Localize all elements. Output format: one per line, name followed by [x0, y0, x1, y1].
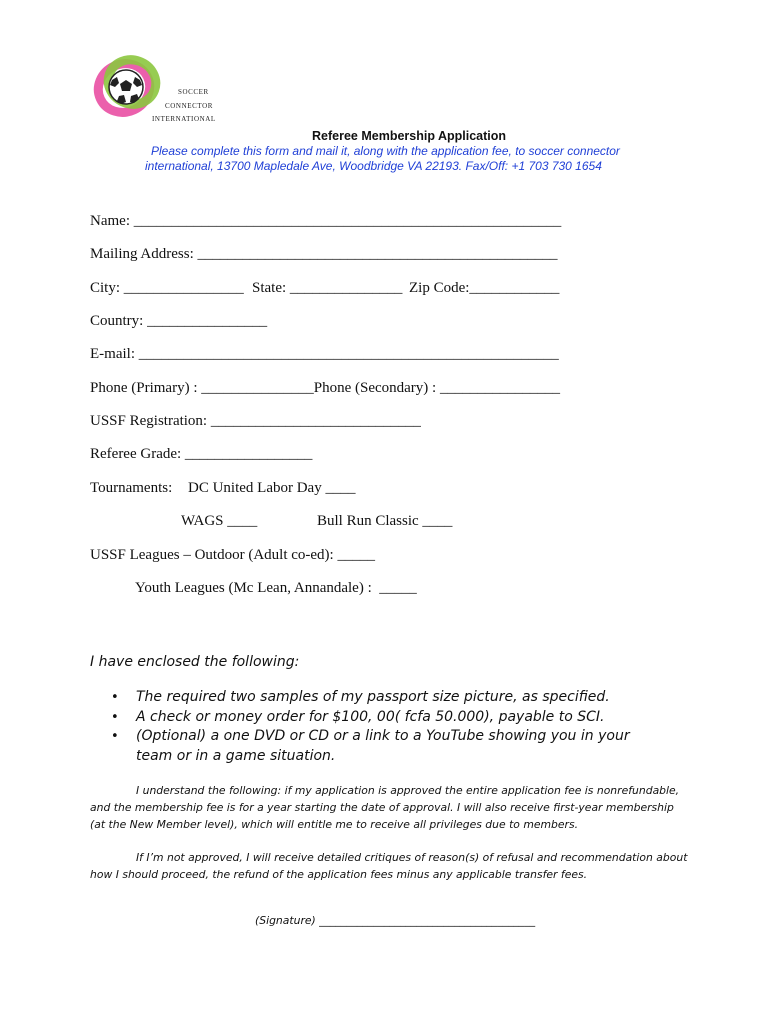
ussf-registration-field[interactable]: USSF Registration: ____________________________ [90, 413, 421, 429]
logo [86, 52, 166, 122]
state-field[interactable]: State: _______________ [252, 280, 403, 296]
enclosed-item-photos: • The required two samples of my passport size picture, as specified. [108, 688, 668, 708]
referee-grade-field[interactable]: Referee Grade: _________________ [90, 446, 313, 462]
terms-paragraph-2: If I’m not approved, I will receive detailed critiques of reason(s) of refusal and recommendation about how I should proceed, the refund of the application fees minus any applicable transfer fees. [90, 851, 688, 881]
signature-field[interactable]: (Signature) ________________________________________ [255, 914, 536, 927]
enclosed-item-video: • (Optional) a one DVD or CD or a link to a YouTube showing you in your team or in a game situation. [108, 727, 668, 766]
enclosed-list [108, 688, 668, 766]
tournaments-label: Tournaments: [90, 480, 173, 496]
instructions-line-1: Please complete this form and mail it, along with the application fee, to soccer connector [151, 144, 620, 158]
logo-text-soccer: soccer [178, 86, 209, 97]
ussf-leagues-field[interactable]: USSF Leagues – Outdoor (Adult co-ed): _____ [90, 547, 375, 563]
zip-code-field[interactable]: Zip Code:____________ [409, 280, 560, 296]
tournament-bull-run-field[interactable]: Bull Run Classic ____ [317, 513, 453, 529]
logo-text-connector: connector [165, 100, 214, 111]
logo-text-international: international [152, 113, 216, 124]
country-field[interactable]: Country: ________________ [90, 313, 268, 329]
mailing-address-field[interactable]: Mailing Address: ________________________________________________ [90, 246, 558, 262]
youth-leagues-field[interactable]: Youth Leagues (Mc Lean, Annandale) : _____ [135, 580, 417, 596]
phone-fields[interactable]: Phone (Primary) : _______________Phone (Secondary) : ________________ [90, 380, 560, 396]
city-field[interactable]: City: ________________ [90, 280, 244, 296]
name-field[interactable]: Name: _________________________________________________________ [90, 213, 562, 229]
form-title: Referee Membership Application [312, 129, 507, 143]
soccer-ball-logo-icon [86, 52, 166, 122]
enclosed-item-payment: • A check or money order for $100, 00( fcfa 50.000), payable to SCI. [108, 708, 668, 728]
tournament-wags-field[interactable]: WAGS ____ [181, 513, 258, 529]
instructions-line-2: international, 13700 Mapledale Ave, Woodbridge VA 22193. Fax/Off: +1 703 730 1654 [145, 159, 602, 173]
enclosed-heading: I have enclosed the following: [90, 654, 300, 670]
terms-paragraph-1: I understand the following: if my application is approved the entire application fee is nonrefundable, and the membership fee is for a year starting the date of approval. I will also receive first-year membership (at the New Member level), which will entitle me to receive all privileges due to members. [90, 784, 680, 831]
tournament-dc-united-field[interactable]: DC United Labor Day ____ [188, 480, 356, 496]
email-field[interactable]: E-mail: ________________________________________________________ [90, 346, 559, 362]
